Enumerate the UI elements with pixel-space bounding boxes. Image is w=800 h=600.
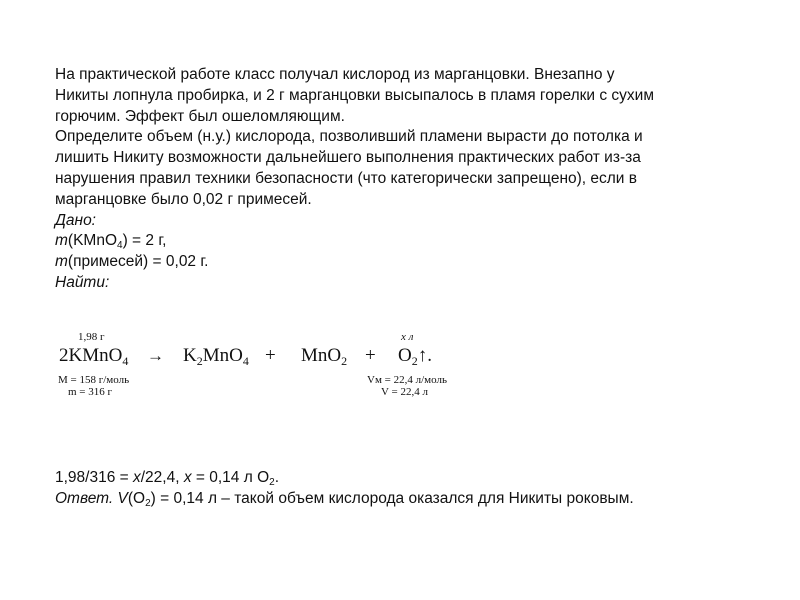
calc-end: . xyxy=(274,469,280,486)
product3-formula: O xyxy=(398,345,412,366)
reaction-equation xyxy=(55,325,495,405)
reactant-kmno4 xyxy=(59,345,128,367)
problem-text xyxy=(55,65,755,294)
plus-sign-1: + xyxy=(265,345,276,366)
answer-line xyxy=(55,489,755,510)
problem-line-1: На практической работе класс получал кислород из марганцовки. Внезапно у xyxy=(55,66,615,83)
product3-suffix: ↑. xyxy=(417,345,432,366)
total-mass-label: m = 316 г xyxy=(68,386,113,398)
mass-symbol: m xyxy=(55,232,68,250)
answer-label: Ответ. xyxy=(55,489,114,507)
calc-mid: /22,4, xyxy=(140,469,184,486)
calc-x-2: x xyxy=(183,469,192,486)
problem-line-2: Никиты лопнула пробирка, и 2 г марганцовки высыпалось в пламя горелки с сухим xyxy=(55,86,654,104)
product1-sub-o: 4 xyxy=(242,354,249,368)
kmno4-prefix: (KMnO xyxy=(67,232,118,250)
given-impurity-mass xyxy=(55,252,755,273)
calc-x-1: x xyxy=(133,469,141,486)
total-volume-label: V = 22,4 л xyxy=(381,386,428,398)
plus-sign-2: + xyxy=(365,345,376,366)
given-label: Дано: xyxy=(55,211,96,229)
calc-suffix: = 0,14 л O xyxy=(191,469,270,486)
problem-line-4: Определите объем (н.у.) кислорода, позволивший пламени вырасти до потолка и xyxy=(55,128,643,146)
product-o2 xyxy=(398,345,432,367)
product2-subscript: 2 xyxy=(341,354,348,368)
calc-subscript: 2 xyxy=(269,477,275,488)
molar-mass-label: M = 158 г/моль xyxy=(58,374,130,386)
kmno4-subscript: 4 xyxy=(117,240,123,252)
molar-volume-label: Vм = 22,4 л/моль xyxy=(367,374,447,386)
find-label: Найти: xyxy=(55,273,110,291)
calc-prefix: 1,98/316 = xyxy=(55,469,133,486)
answer-volume-symbol: V xyxy=(117,489,128,507)
answer-text: ) = 0,14 л – такой объем кислорода оказался для Никиты роковым. xyxy=(150,489,634,507)
product2-formula: MnO xyxy=(301,345,342,366)
problem-line-7: марганцовке было 0,02 г примесей. xyxy=(55,190,312,208)
product1-sub-k: 2 xyxy=(196,354,203,368)
reactant-formula: 2KMnO xyxy=(59,345,123,366)
given-kmno4-mass xyxy=(55,231,755,252)
impurity-mass-symbol: m xyxy=(55,253,68,271)
calculation-line xyxy=(55,468,755,489)
problem-line-6: нарушения правил техники безопасности (что категорически запрещено), если в xyxy=(55,169,638,187)
kmno4-suffix: ) = 2 г, xyxy=(122,232,167,250)
reactant-subscript: 4 xyxy=(122,354,129,368)
answer-oxygen: (O xyxy=(127,489,146,507)
mass-above-reactant: 1,98 г xyxy=(78,331,105,343)
answer-subscript: 2 xyxy=(145,497,151,509)
problem-line-5: лишить Никиту возможности дальнейшего выполнения практических работ из-за xyxy=(55,149,641,167)
product-k2mno4 xyxy=(183,345,249,367)
problem-line-3: горючим. Эффект был ошеломляющим. xyxy=(55,107,345,125)
product1-mno: MnO xyxy=(202,345,243,366)
product1-k: K xyxy=(183,345,197,366)
impurity-text: (примесей) = 0,02 г. xyxy=(67,253,209,271)
volume-above-oxygen: x л xyxy=(401,331,414,343)
solution-block xyxy=(55,468,755,510)
product3-subscript: 2 xyxy=(411,354,418,368)
product-mno2 xyxy=(301,345,347,367)
reaction-arrow: → xyxy=(147,346,164,365)
